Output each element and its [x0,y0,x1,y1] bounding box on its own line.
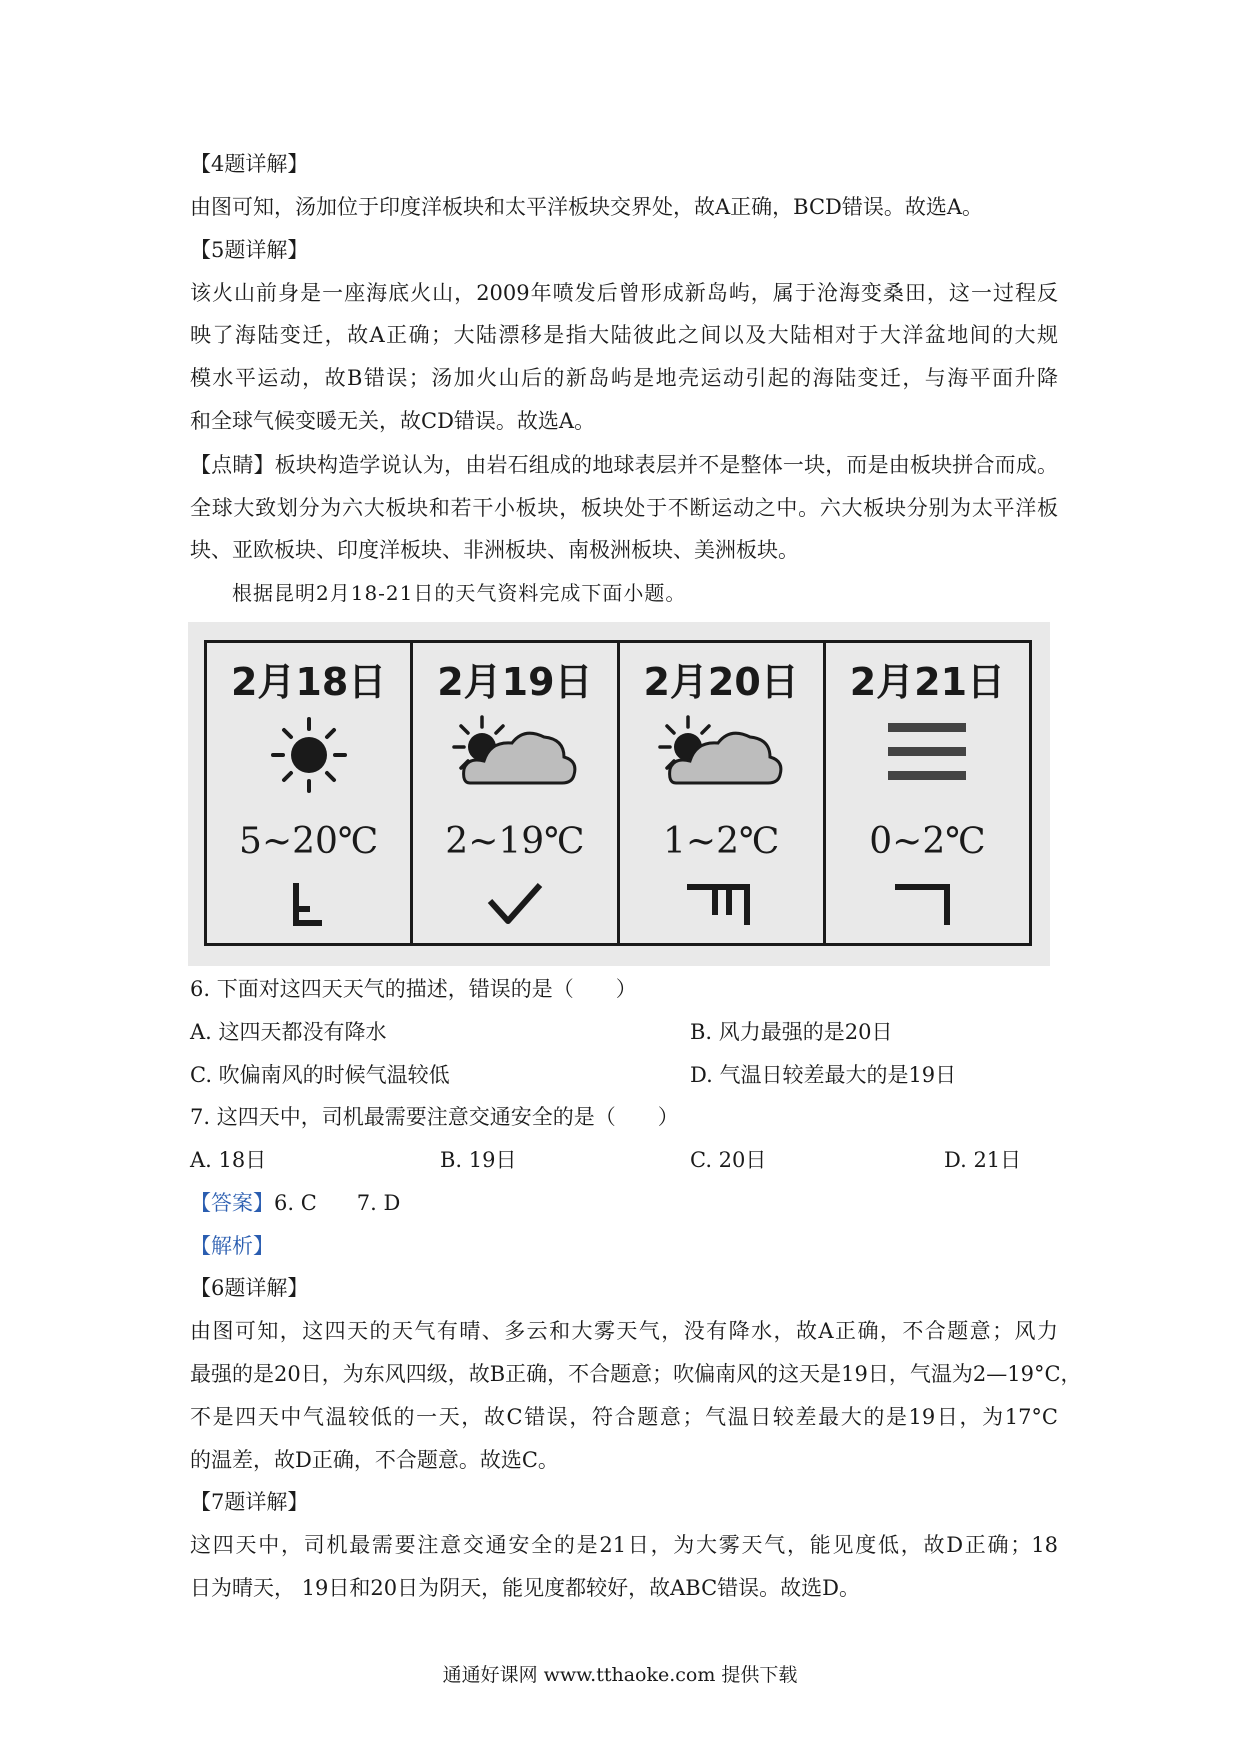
south-wind-icon [274,879,344,933]
weather-table [204,640,1032,946]
q7-detail-line: 这四天中，司机最需要注意交通安全的是21日，为大雾天气，能见度低，故D正确；18 [190,1533,1058,1557]
q6-option-d: D. 气温日较差最大的是19日 [690,1063,957,1087]
q6-option-b: B. 风力最强的是20日 [690,1020,893,1044]
q7-option-c: C. 20日 [690,1148,767,1172]
weather-figure [188,622,1050,966]
fog-icon [872,705,982,809]
answer-7: 7. D [356,1191,401,1215]
q6-option-a: A. 这四天都没有降水 [190,1020,387,1044]
answer-label: 【答案】 [190,1191,274,1215]
q6-stem: 6. 下面对这四天天气的描述，错误的是（ ） [190,977,637,1001]
q5-detail-line: 模水平运动，故B错误；汤加火山后的新岛屿是地壳运动引起的海陆变迁，与海平面升降 [190,366,1058,390]
q7-option-a: A. 18日 [190,1148,267,1172]
q6-detail-line: 最强的是20日，为东风四级，故B正确，不合题意；吹偏南风的这天是19日，气温为2—19°C， [190,1362,1082,1386]
weather-intro: 根据昆明2月18-21日的天气资料完成下面小题。 [232,581,687,605]
weather-temp: 0~2℃ [869,821,986,862]
sun-cloud-icon [440,705,590,809]
q5-detail-line: 该火山前身是一座海底火山，2009年喷发后曾形成新岛屿，属于沧海变桑田，这一过程反 [190,281,1058,305]
weather-temp: 2~19℃ [445,821,585,862]
weather-date: 2月19日 [437,660,593,704]
q6-detail-line: 不是四天中气温较低的一天，故C错误，符合题意；气温日较差最大的是19日，为17°C [190,1405,1058,1429]
sun-icon [254,705,364,809]
answer-line [190,1188,400,1218]
q5-detail-header: 【5题详解】 [190,238,309,262]
east-wind-icon [887,879,967,933]
tip-line: 全球大致划分为六大板块和若干小板块，板块处于不断运动之中。六大板块分别为太平洋板 [190,496,1058,520]
q4-detail-header: 【4题详解】 [190,152,309,176]
weather-date: 2月21日 [849,660,1006,704]
answer-6: 6. C [274,1191,317,1215]
weather-date: 2月18日 [230,660,387,704]
sun-cloud-icon [646,705,796,809]
q6-detail-header: 【6题详解】 [190,1276,309,1300]
east-wind-icon [681,879,761,933]
weather-day [826,643,1029,943]
q7-option-b: B. 19日 [440,1148,517,1172]
weather-day [413,643,619,943]
q7-stem: 7. 这四天中，司机最需要注意交通安全的是（ ） [190,1105,679,1129]
weather-date: 2月20日 [643,660,799,704]
tip-line: 【点睛】板块构造学说认为，由岩石组成的地球表层并不是整体一块，而是由板块拼合而成。 [190,453,1058,477]
q7-option-d: D. 21日 [944,1148,1022,1172]
weather-day [207,643,413,943]
q7-detail-header: 【7题详解】 [190,1490,309,1514]
q7-detail-line: 日为晴天， 19日和20日为阴天，能见度都较好，故ABC错误。故选D。 [190,1576,861,1600]
q5-detail-line: 映了海陆变迁，故A正确；大陆漂移是指大陆彼此之间以及大陆相对于大洋盆地间的大规 [190,323,1058,347]
weather-temp: 5~20℃ [239,821,379,862]
q6-detail-line: 由图可知，这四天的天气有晴、多云和大雾天气，没有降水，故A正确，不合题意；风力 [190,1319,1058,1343]
analysis-label: 【解析】 [190,1234,274,1258]
weather-temp: 1~2℃ [663,821,780,862]
tip-line: 块、亚欧板块、印度洋板块、非洲板块、南极洲板块、美洲板块。 [190,538,799,562]
page-footer: 通通好课网 www.tthaoke.com 提供下载 [442,1664,798,1686]
check-wind-icon [480,879,550,933]
q4-detail-text: 由图可知，汤加位于印度洋板块和太平洋板块交界处，故A正确，BCD错误。故选A。 [190,195,984,219]
q6-option-c: C. 吹偏南风的时候气温较低 [190,1063,450,1087]
q5-detail-line: 和全球气候变暖无关，故CD错误。故选A。 [190,409,596,433]
q6-detail-line: 的温差，故D正确，不合题意。故选C。 [190,1448,559,1472]
weather-day [620,643,826,943]
